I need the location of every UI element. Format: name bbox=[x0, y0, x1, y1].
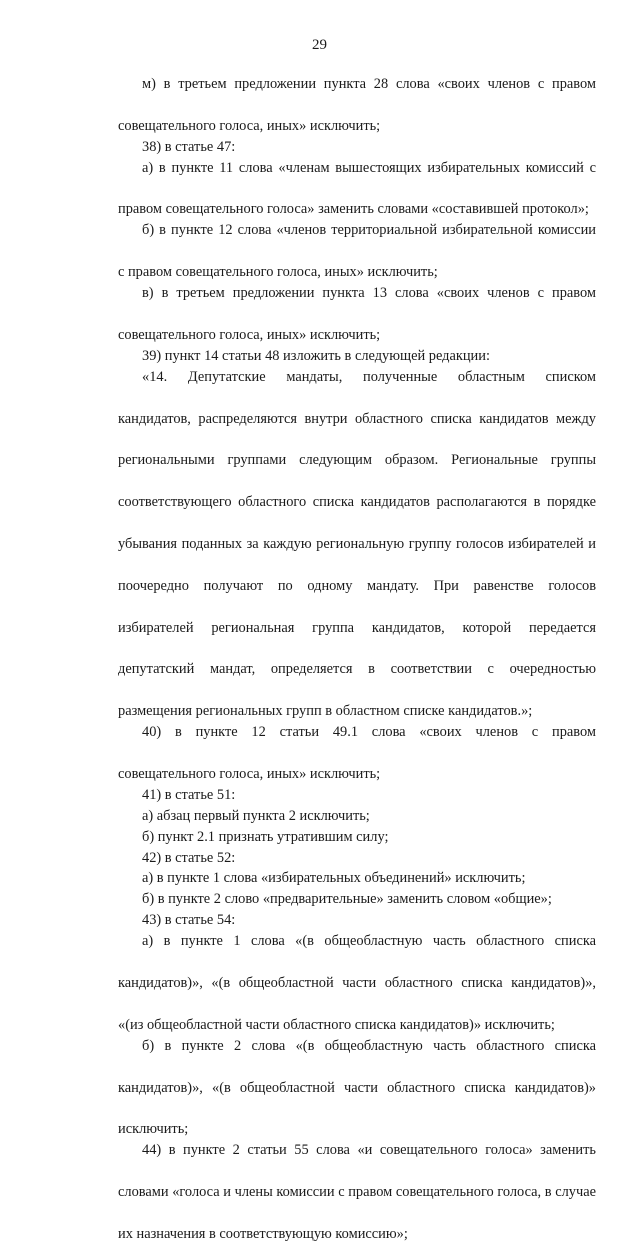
paragraph-line: региональными группами следующим образом. Региональные группы bbox=[118, 452, 596, 469]
paragraph-line-first: а) абзац первый пункта 2 исключить; bbox=[142, 807, 370, 824]
paragraph-line: исключить; bbox=[118, 1121, 189, 1138]
paragraph-line: убывания поданных за каждую региональную группу голосов избирателей и bbox=[118, 535, 596, 552]
paragraph-line-first: б) в пункте 2 слово «предварительные» заменить словом «общие»; bbox=[142, 891, 552, 908]
paragraph-line: с правом совещательного голоса, иных» исключить; bbox=[118, 264, 438, 281]
paragraph-line: кандидатов, распределяются внутри областного списка кандидатов между bbox=[118, 410, 596, 427]
paragraph-line: размещения региональных групп в областном списке кандидатов.»; bbox=[118, 703, 533, 720]
paragraph-line: кандидатов)», «(в общеобластной части областного списка кандидатов)», bbox=[118, 974, 596, 991]
paragraph-line: их назначения в соответствующую комиссию»; bbox=[118, 1225, 408, 1242]
paragraph-line-first: а) в пункте 11 слова «членам вышестоящих избирательных комиссий с bbox=[142, 159, 596, 176]
paragraph-line-first: «14. Депутатские мандаты, полученные областным списком bbox=[142, 368, 596, 385]
paragraph-line-first: 39) пункт 14 статьи 48 изложить в следующей редакции: bbox=[142, 347, 490, 364]
paragraph-line-first: 41) в статье 51: bbox=[142, 786, 236, 803]
paragraph-line-first: м) в третьем предложении пункта 28 слова «своих членов с правом bbox=[142, 76, 596, 92]
paragraph-line-first: б) пункт 2.1 признать утратившим силу; bbox=[142, 828, 389, 845]
paragraph-line: совещательного голоса, иных» исключить; bbox=[118, 326, 381, 343]
paragraph-line: правом совещательного голоса» заменить словами «составившей протокол»; bbox=[118, 201, 589, 218]
paragraph-line: соответствующего областного списка кандидатов располагаются в порядке bbox=[118, 494, 596, 511]
paragraph-line: словами «голоса и члены комиссии с правом совещательного голоса, в случае bbox=[118, 1184, 596, 1201]
paragraph-line-first: а) в пункте 1 слова «(в общеобластную часть областного списка bbox=[142, 933, 596, 950]
paragraph-line-first: б) в пункте 12 слова «членов территориальной избирательной комиссии bbox=[142, 222, 596, 239]
paragraph-line: поочередно получают по одному мандату. При равенстве голосов bbox=[118, 577, 596, 594]
paragraph-line: совещательного голоса, иных» исключить; bbox=[118, 117, 381, 134]
page-number: 29 bbox=[312, 37, 327, 53]
paragraph-line-first: 38) в статье 47: bbox=[142, 138, 236, 155]
paragraph-line: депутатский мандат, определяется в соответствии с очередностью bbox=[118, 661, 596, 678]
paragraph-line: «(из общеобластной части областного списка кандидатов)» исключить; bbox=[118, 1016, 555, 1033]
paragraph-line-first: в) в третьем предложении пункта 13 слова «своих членов с правом bbox=[142, 285, 596, 302]
paragraph-line: совещательного голоса, иных» исключить; bbox=[118, 765, 381, 782]
paragraph-line: кандидатов)», «(в общеобластной части областного списка кандидатов)» bbox=[118, 1079, 596, 1096]
paragraph-line-first: 42) в статье 52: bbox=[142, 849, 236, 866]
paragraph-line: избирателей региональная группа кандидатов, которой передается bbox=[118, 619, 596, 636]
paragraph-line-first: 43) в статье 54: bbox=[142, 912, 236, 929]
paragraph-line-first: б) в пункте 2 слова «(в общеобластную часть областного списка bbox=[142, 1037, 596, 1054]
document-body bbox=[118, 74, 596, 1245]
paragraph-line-first: 44) в пункте 2 статьи 55 слова «и совещательного голоса» заменить bbox=[142, 1142, 596, 1159]
paragraph-line-first: 40) в пункте 12 статьи 49.1 слова «своих членов с правом bbox=[142, 724, 596, 741]
paragraph-line-first: а) в пункте 1 слова «избирательных объединений» исключить; bbox=[142, 870, 526, 887]
